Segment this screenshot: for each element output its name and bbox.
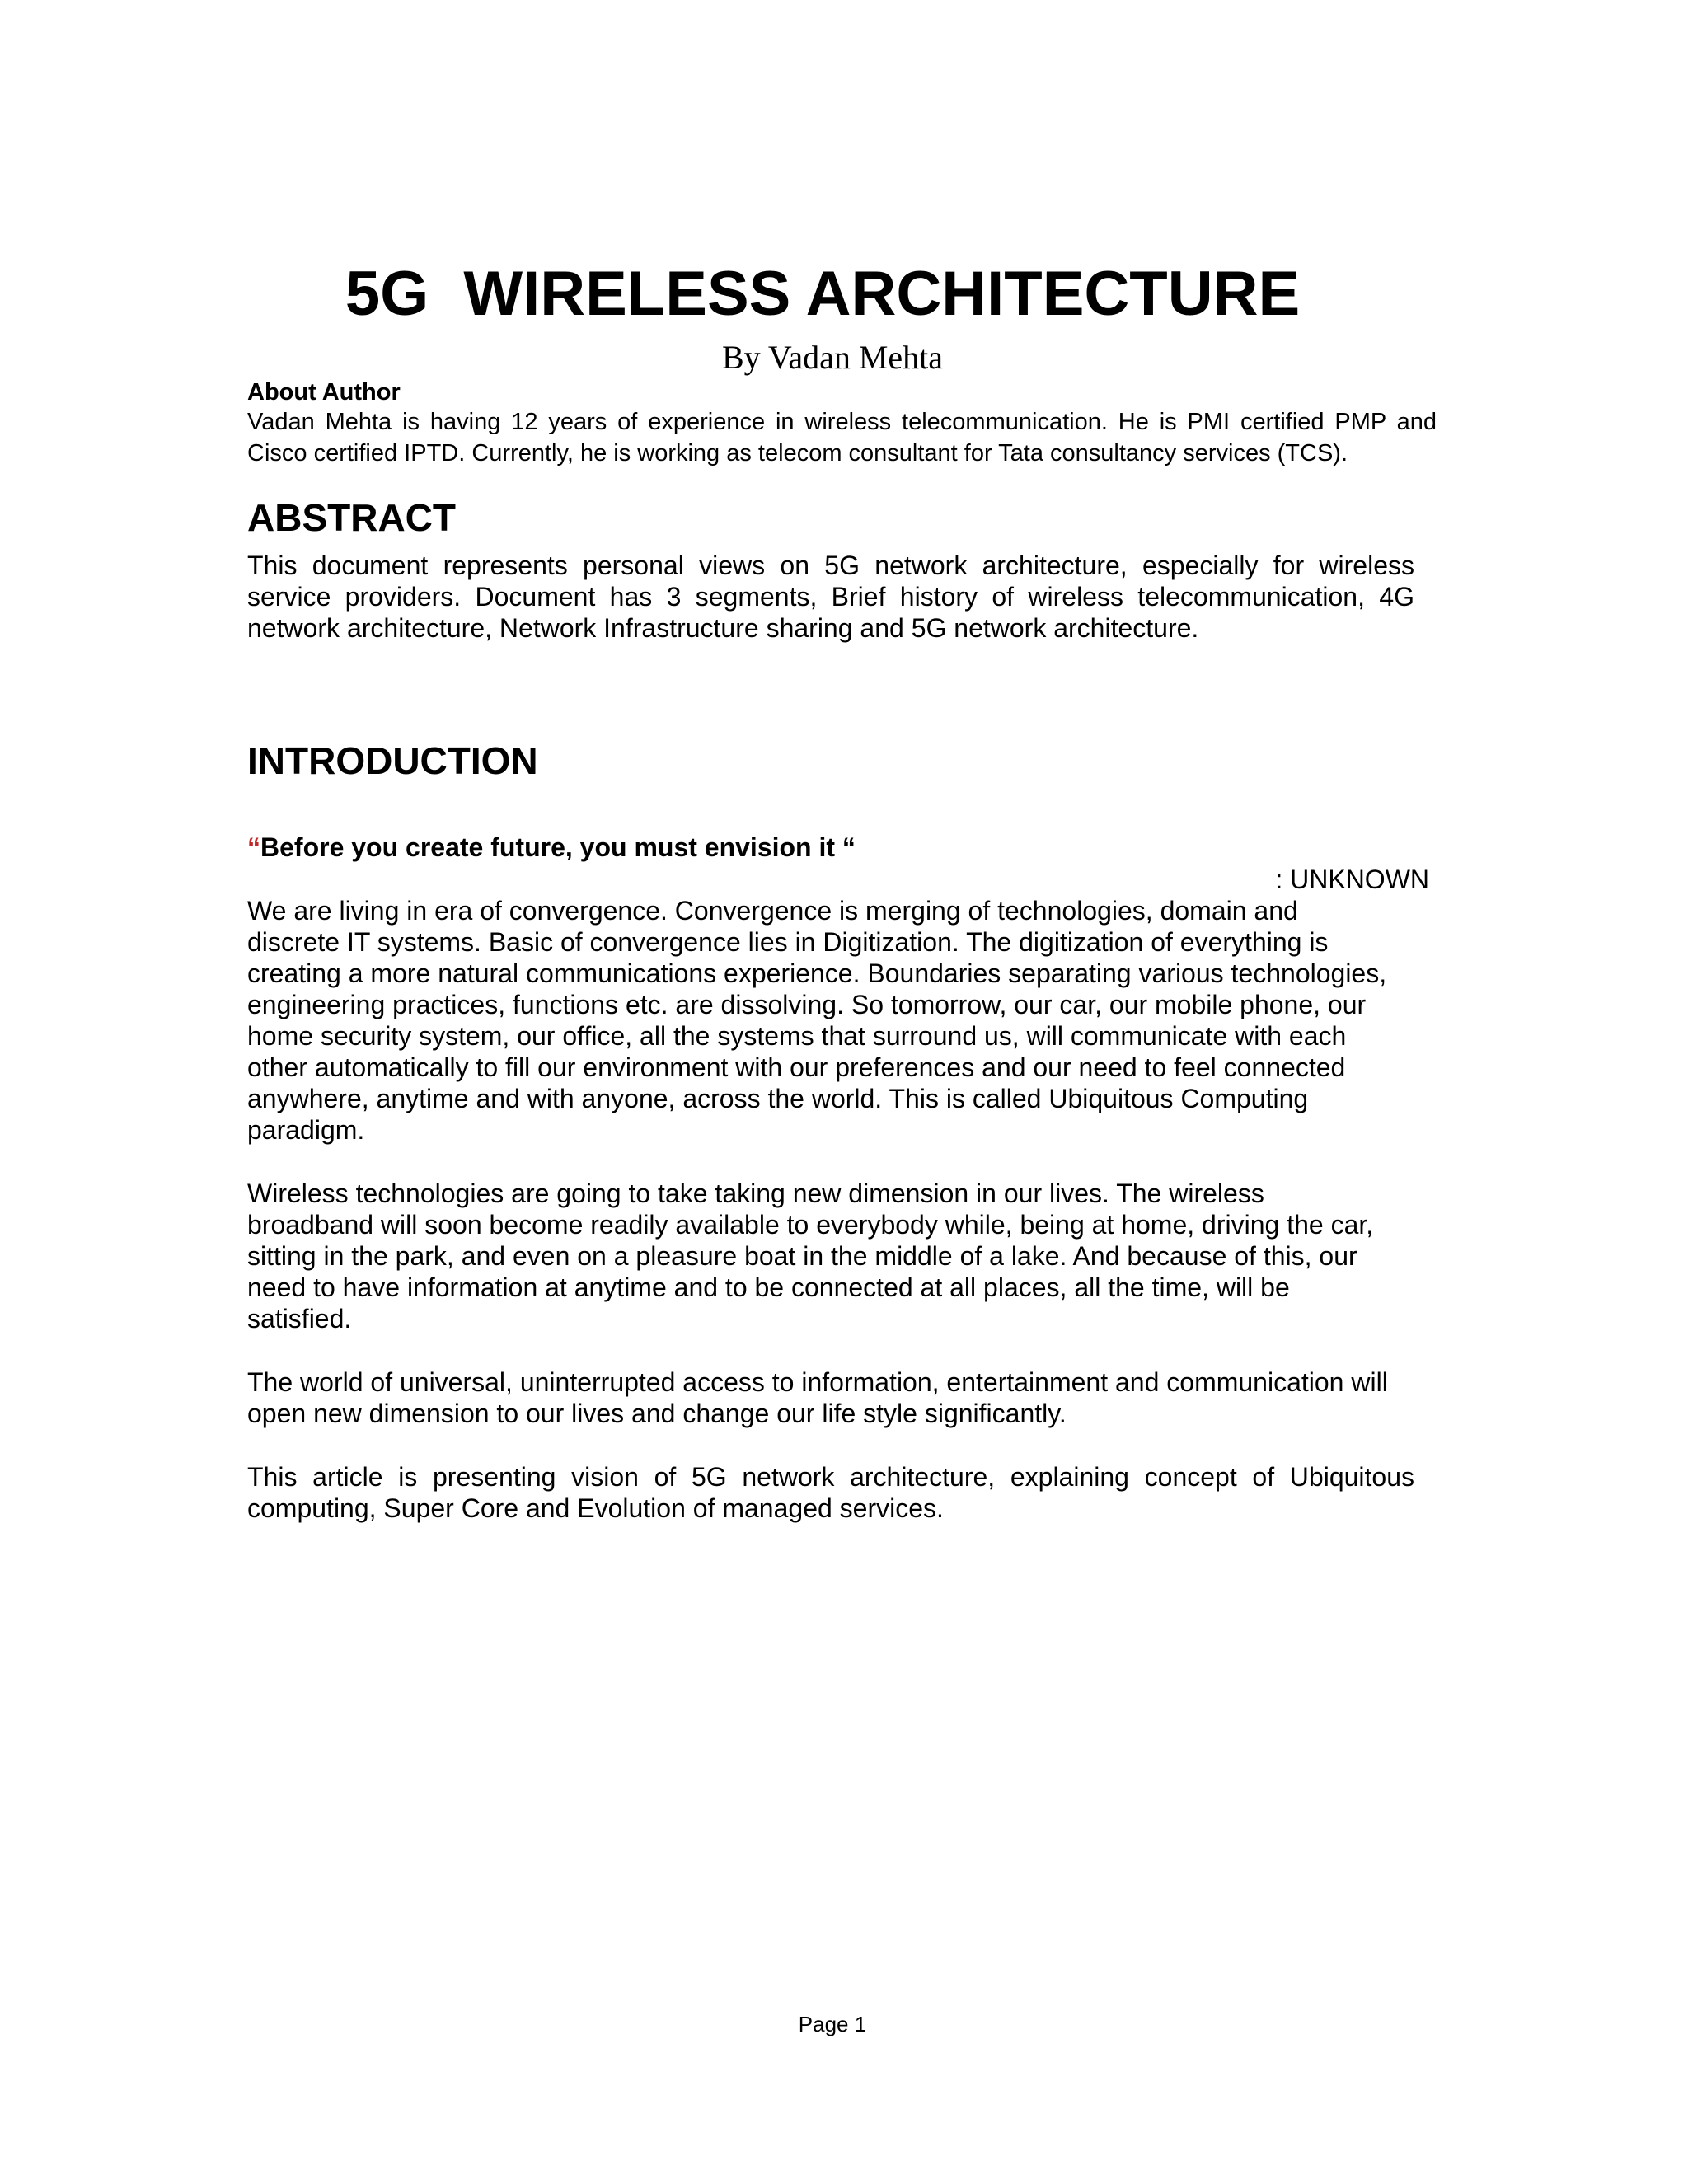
document-title: 5G WIRELESS ARCHITECTURE [345, 259, 1301, 329]
introduction-heading: INTRODUCTION [247, 739, 538, 782]
intro-paragraph-wireless: Wireless technologies are going to take taking new dimension in our lives. The wireless broadband will soon become readily available to everybody while, being at home, driving the car, sitting in the park, and even on a pleasure boat in the middle of a lake. And because of this, our need to have information at anytime and to be connected at all places, all the time, will be satisfied. [247, 1179, 1374, 1333]
intro-paragraph-convergence: We are living in era of convergence. Convergence is merging of technologies, domain and discrete IT systems. Basic of convergence lies in Digitization. The digitization of everything is creating a more natural communications experience. Boundaries separating various technologies, engineering practices, functions etc. are dissolving. So tomorrow, our car, our mobile phone, our home security system, our office, all the systems that surround us, will communicate with each other automatically to fill our environment with our preferences and our need to feel connected anywhere, anytime and with anyone, across the world. This is called Ubiquitous Computing paradigm. [247, 896, 1387, 1145]
abstract-heading: ABSTRACT [247, 496, 456, 539]
intro-paragraph-article-vision: This article is presenting vision of 5G network architecture, explaining concept of Ubiquitous computing, Super Core and Evolution of managed services. [247, 1462, 1414, 1523]
author-byline: By Vadan Mehta [721, 339, 944, 376]
about-author-text: Vadan Mehta is having 12 years of experience in wireless telecommunication. He is PMI certified PMP and Cisco certified IPTD. Currently, he is working as telecom consultant for Tata consultancy services (TCS). [247, 409, 1437, 466]
about-author-heading: About Author [247, 379, 401, 405]
abstract-text: This document represents personal views on 5G network architecture, especially for wireless service providers. Document has 3 segments, Brief history of wireless telecommunication, 4G network architecture, Network Infrastructure sharing and 5G network architecture. [247, 551, 1414, 643]
epigraph-quote [247, 831, 856, 864]
intro-paragraph-universal-access: The world of universal, uninterrupted access to information, entertainment and communication will open new dimension to our lives and change our life style significantly. [247, 1367, 1388, 1428]
quote-text: Before you create future, you must envision it “ [260, 832, 856, 862]
quote-attribution: : UNKNOWN [1275, 865, 1429, 894]
quote-open-mark: “ [247, 832, 260, 862]
page-number: Page 1 [798, 2012, 867, 2036]
